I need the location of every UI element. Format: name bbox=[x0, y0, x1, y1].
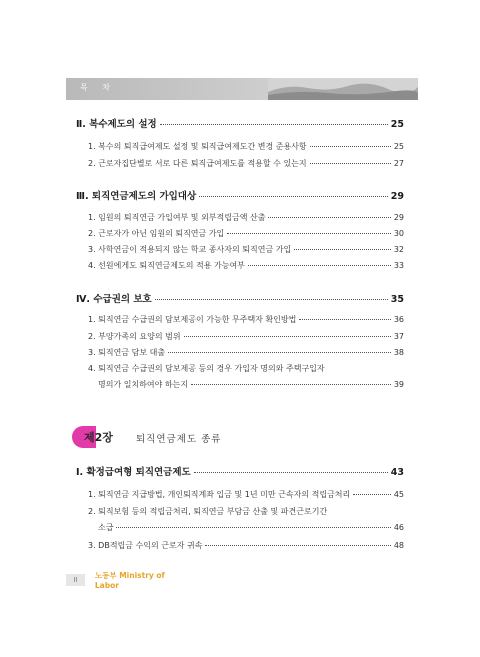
toc-section-ii[interactable]: Ⅱ. 복수제도의 설정 25 bbox=[76, 119, 404, 130]
toc-item[interactable]: 3. 사학연금이 적용되지 않는 학교 종사자의 퇴직연금 가입 32 bbox=[88, 245, 404, 254]
toc-item[interactable]: 3. 퇴직연금 담보 대출 38 bbox=[88, 348, 404, 357]
toc-item[interactable]: 1. 퇴직연금 수급권의 담보제공이 가능한 무주택자 확인방법 36 bbox=[88, 315, 404, 324]
chapter-heading bbox=[72, 426, 272, 448]
page-footer bbox=[66, 571, 186, 590]
toc-item[interactable]: 4. 선원에게도 퇴직연금제도의 적용 가능여부 33 bbox=[88, 261, 404, 270]
toc-section-iv[interactable]: Ⅳ. 수급권의 보호 35 bbox=[76, 294, 404, 305]
toc-item-continuation[interactable]: 명의가 일치하여야 하는지 39 bbox=[98, 380, 404, 389]
toc-item[interactable]: 1. 퇴직연금 지급방법, 개인퇴직계좌 입금 및 1년 미만 근속자의 적립금처리 45 bbox=[88, 490, 404, 499]
toc-item-continuation[interactable]: 소급 46 bbox=[98, 523, 404, 532]
toc-item[interactable]: 1. 임원의 퇴직연금 가입여부 및 외부적립금액 산출 29 bbox=[88, 213, 404, 222]
toc-section-i[interactable]: Ⅰ. 확정급여형 퇴직연금제도 43 bbox=[76, 467, 404, 478]
landscape-illustration bbox=[268, 78, 418, 100]
toc-header-band bbox=[66, 78, 418, 100]
organization-label: 노동부 Ministry of Labor bbox=[94, 571, 165, 590]
toc-item[interactable]: 2. 부양가족의 요양의 범위 37 bbox=[88, 332, 404, 341]
toc-item[interactable]: 3. DB적립금 수익의 근로자 귀속 48 bbox=[88, 541, 404, 550]
toc-item[interactable]: 4. 퇴직연금 수급권의 담보제공 등의 경우 가입자 명의와 주택구입자 bbox=[88, 364, 325, 373]
chapter-title: 퇴직연금제도 종류 bbox=[136, 434, 222, 445]
toc-item[interactable]: 2. 근로자집단별로 서로 다른 퇴직급여제도를 적용할 수 있는지 27 bbox=[88, 159, 404, 168]
page-number: II bbox=[66, 574, 85, 586]
toc-item[interactable]: 2. 퇴직보험 등의 적립금처리, 퇴직연금 부담금 산출 및 파견근로기간 bbox=[88, 507, 328, 516]
toc-item[interactable]: 2. 근로자가 아닌 임원의 퇴직연금 가입 30 bbox=[88, 229, 404, 238]
toc-item[interactable]: 1. 복수의 퇴직급여제도 설정 및 퇴직급여제도간 변경 준용사항 25 bbox=[88, 142, 404, 151]
chapter-badge: 제2장 bbox=[84, 431, 113, 444]
toc-header-label: 목 차 bbox=[80, 83, 116, 92]
toc-section-iii[interactable]: Ⅲ. 퇴직연금제도의 가입대상 29 bbox=[76, 191, 404, 202]
